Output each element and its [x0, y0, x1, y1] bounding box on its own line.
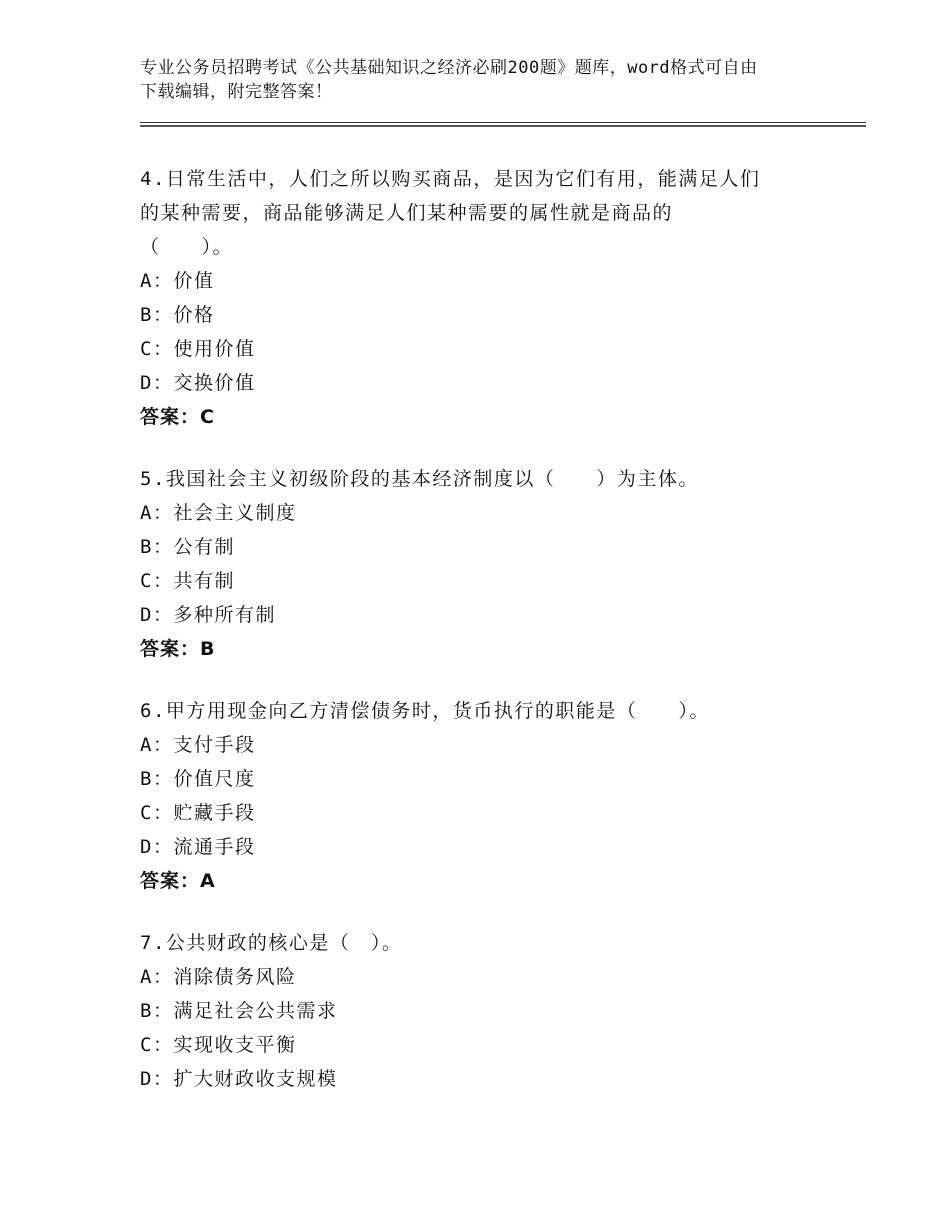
question-4	[140, 162, 820, 434]
option-d: D：交换价值	[140, 372, 256, 394]
question-stem-line: （ ）。	[140, 236, 234, 258]
answer-label: 答案：B	[140, 638, 216, 660]
question-6	[140, 694, 820, 898]
question-stem-line: 6.甲方用现金向乙方清偿债务时，货币执行的职能是（ ）。	[140, 700, 710, 722]
header-line-1: 专业公务员招聘考试《公共基础知识之经济必刷200题》题库，word格式可自由	[140, 58, 758, 78]
option-c: C：共有制	[140, 570, 235, 592]
question-stem-line: 的某种需要，商品能够满足人们某种需要的属性就是商品的	[140, 202, 674, 224]
option-c: C：实现收支平衡	[140, 1034, 297, 1056]
answer-label: 答案：A	[140, 870, 216, 892]
option-b: B：满足社会公共需求	[140, 1000, 338, 1022]
question-7	[140, 926, 820, 1096]
header-divider-thick	[140, 125, 866, 127]
header-line-2: 下载编辑，附完整答案！	[140, 82, 333, 102]
option-b: B：公有制	[140, 536, 235, 558]
question-stem-line: 5.我国社会主义初级阶段的基本经济制度以（ ）为主体。	[140, 468, 699, 490]
option-d: D：多种所有制	[140, 604, 276, 626]
option-b: B：价值尺度	[140, 768, 256, 790]
question-5	[140, 462, 820, 666]
option-a: A：价值	[140, 270, 215, 292]
answer-label: 答案：C	[140, 406, 215, 428]
document-header	[140, 56, 820, 104]
header-divider	[140, 122, 866, 123]
question-list	[140, 162, 820, 1124]
option-b: B：价格	[140, 304, 215, 326]
option-a: A：消除债务风险	[140, 966, 297, 988]
option-c: C：贮藏手段	[140, 802, 256, 824]
question-stem-line: 7.公共财政的核心是（ ）。	[140, 932, 403, 954]
option-d: D：扩大财政收支规模	[140, 1068, 338, 1090]
option-c: C：使用价值	[140, 338, 256, 360]
question-stem-line: 4.日常生活中，人们之所以购买商品，是因为它们有用，能满足人们	[140, 168, 761, 190]
option-a: A：支付手段	[140, 734, 256, 756]
option-a: A：社会主义制度	[140, 502, 297, 524]
option-d: D：流通手段	[140, 836, 256, 858]
